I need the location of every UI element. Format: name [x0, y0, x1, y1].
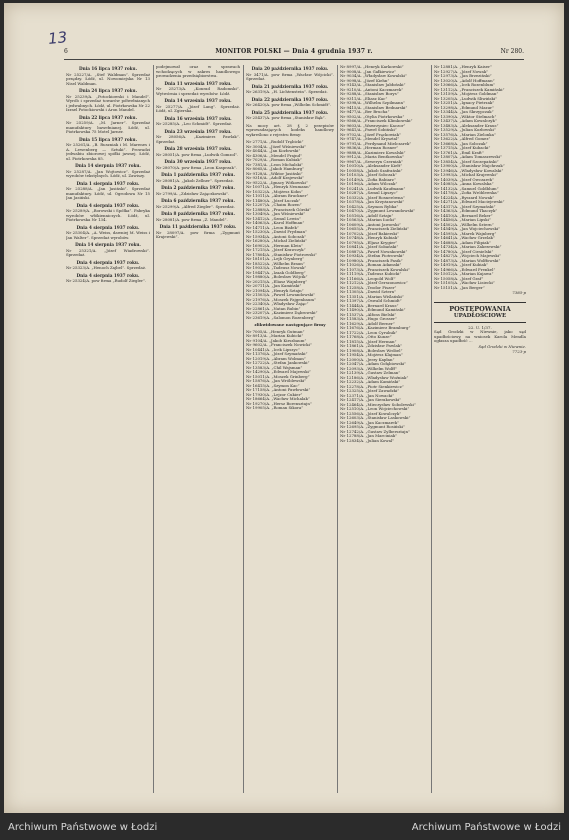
register-entry: Nr 28051/A. pow firma „Ludwik Gomzol”.	[156, 151, 239, 157]
list-item: Nr 12834/A. „Julian Kowal”	[340, 438, 395, 443]
list-item: Nr 23619/A. „Salomon Rozenberg”	[246, 315, 316, 320]
list-item: Nr 14063/A. „Karol Hoffman”	[246, 221, 305, 225]
page-header	[64, 47, 524, 60]
list-item: Nr 10980/A. „Franciszek Pasik”	[340, 258, 403, 263]
register-entry: Nr 25227/A. „Stef Waldman”. Sprzedaż przędzy. Łódź, ul. Nowomiejska Nr 13 Nisel Waldman.	[66, 71, 150, 86]
list-item: Nr 9791/A. „Ferdynand Mielczarek”	[340, 141, 412, 146]
list-item: Nr 9967/A. „Seweryn Czerniak”	[340, 159, 404, 164]
list-item: Nr 9288/A. „Stanisław Borys”	[340, 92, 399, 96]
list-item: Nr 12927/A. „Józef Nowak”	[434, 69, 489, 74]
register-entry: Nr 26319/A. „H. Lichtenstein”. Sprzedaż.	[246, 89, 328, 94]
list-item: Nr 10425/A. „Szymon Rybka”	[340, 204, 399, 209]
list-item: Nr 13622/A. „Alfred Gomez”	[434, 137, 491, 141]
list-item: Nr 13205/A. „Ludwik Śliwiński”	[434, 96, 498, 101]
deleted-firms-list	[246, 140, 334, 320]
list-item: Nr 18664/A. „Wacław Michalak”	[246, 397, 310, 401]
list-item: Nr 14271/A. „Edward Maciejewski”	[434, 200, 505, 204]
register-entry: Nr 25285/A. „Leo Schmidt”. Sprzedaż.	[156, 121, 233, 126]
register-entry: Nr 25261/A. „B. Ruszniak i M. Marenes i A. Lewenberg — Sztuki”. Prowadzi jedwabiu zbiorowej spółki jawnej. Łódź, ul. Piotrkowska 85.	[66, 142, 150, 161]
list-item: Nr 10609/A. „Antoni Jaworski”	[340, 222, 401, 227]
list-item: Nr 19905/A. „Roman Sikora”	[246, 406, 304, 410]
list-item: Nr 11444/A. „Bernard Kraus”	[340, 303, 399, 308]
list-item: Nr 14363/A. „Edmund Tkaczyk”	[434, 209, 498, 213]
notice-reference: 7385-p	[512, 290, 526, 295]
section-heading: UPADŁOŚCIOWE	[453, 313, 507, 319]
register-entry: Nr 25277/A. „Józef Lang”. Sprzedaż. Łódź, ul. Zgierska.	[156, 103, 240, 113]
list-item: Nr 11397/A. „Oswald Schmidt”	[340, 299, 402, 303]
register-entry: Nr 28070/A. pow firma „Leon Kasprzak”.	[156, 164, 238, 170]
list-item: Nr 9702/A. „Józef Frąckowiak”	[340, 132, 401, 137]
list-item: Nr 12788/A. „Jan Marciniak”	[340, 434, 398, 438]
register-entry: Nr 26420/A. pow firma „Wilhelm Schmidt”.	[246, 102, 332, 107]
entry-date: Dnia 20 października 1937 roku.	[251, 66, 329, 71]
list-item: Nr 9603/A. „Wawrzyniec Kaczor”	[340, 123, 406, 128]
list-item: Nr 10378/A. „Jan Krzyżanowski”	[340, 200, 405, 204]
list-item: Nr 11351/A. „Marian Wiślański”	[340, 294, 404, 299]
list-item: Nr 13668/A. „Jan Sobczak”	[434, 141, 488, 146]
list-item: Nr 10702/A. „Józef Bakierski”	[340, 231, 399, 236]
list-item: Nr 18522/A. „Wilhelm Braun”	[246, 261, 305, 266]
register-entry: Nr 3471/A. pow firma „Wacław Wójcicki”. Sprzedaż.	[246, 71, 334, 81]
section-heading: POSTĘPOWANIA	[449, 304, 511, 313]
list-item: Nr 13900/A. „Stanisław Majchrzak”	[434, 164, 505, 168]
list-item: Nr 13159/A. „Mojżesz Goldman”	[434, 92, 499, 96]
list-item: Nr 12232/A. „Adam Kamiński”	[340, 380, 401, 384]
list-item: Nr 14595/A. „Marek Wajnberg”	[434, 231, 497, 236]
list-item: Nr 9477/A. „Ber Brucha”	[340, 110, 390, 114]
list-item: Nr 12603/A. „Stanisław Laskowski”	[340, 416, 411, 420]
list-item: Nr 20215/A. „Eliasz Wajnberg”	[246, 279, 308, 284]
list-item: Nr 11861/A. „Zdzisław Pawlak”	[340, 344, 403, 348]
list-item: Nr 12278/A. „Piotr Sienkiewicz”	[340, 384, 404, 389]
list-item: Nr 13112/A. „Franciszek Kamiński”	[434, 87, 505, 92]
list-item: Nr 13437/A. „Adam Kowalczyk”	[434, 119, 497, 123]
list-item: Nr 10934/A. „Stefan Piotrowski”	[340, 254, 405, 258]
list-item: Nr 10332/A. „Józef Rosnerówna”	[340, 195, 405, 200]
page-number: 6	[64, 48, 68, 55]
list-item: Nr 9522/A. „Ignacy Witkowski”	[246, 180, 308, 185]
list-item: Nr 14224/A. „Ryszard Nowak”	[434, 195, 495, 200]
list-item: Nr 9128/A. „Wiktor Jasiński”	[246, 171, 303, 176]
list-item: Nr 11908/A. „Bolesław Wróbel”	[340, 348, 403, 353]
list-item: Nr 13066/A. „Icek Rozenblum”	[434, 83, 496, 87]
list-item: Nr 11166/A. „Leopold Wolf”	[340, 276, 396, 281]
column-5	[434, 65, 526, 793]
list-item: Nr 12695/A. „Zygmunt Rosiński”	[340, 425, 405, 429]
list-item: Nr 10322/A. „Mojżesz Kohn”	[246, 189, 303, 194]
list-item: Nr 13529/A. „Julian Kozłowski”	[434, 128, 496, 132]
list-item: Nr 12093/A. „Wilhelm Wolff”	[340, 366, 398, 371]
list-item: Nr 19270/A. „Hersz Borensztajn”	[246, 401, 312, 406]
entry-date: Dnia 23 września 1937 roku.	[164, 128, 232, 134]
list-item: Nr 13583/A. „Chil Wajsman”	[246, 365, 303, 370]
list-item: Nr 13576/A. „Marian Zielonka”	[434, 132, 496, 137]
list-item: Nr 11258/A. „Teodor Fiszer”	[340, 285, 397, 290]
entry-date: Dnia 15 lipca 1937 roku.	[78, 136, 138, 142]
list-item: Nr 14317/A. „Józef Szymański”	[434, 204, 496, 209]
list-item: Nr 11480/A. „Józef Łuczak”	[246, 198, 301, 203]
list-item: Nr 10841/A. „Józef Sobański”	[340, 245, 399, 249]
entry-date: Dnia 25 października 1937 roku.	[251, 109, 329, 115]
list-item: Nr 12186/A. „Władysław Woźniak”	[340, 375, 409, 380]
list-item: Nr 12000/A. „Jerzy Kapłan”	[340, 357, 395, 362]
register-entry: podejmował oraz w sprawach wchodzących w zakres handlowego prowadzenia przedsiębiorstwa.	[156, 65, 240, 78]
entry-date: Dnia 22 października 1937 roku.	[251, 96, 329, 102]
list-item: Nr 11954/A. „Mojżesz Klajman”	[340, 353, 403, 357]
register-entry: Nr 28056/A. „Kazimierz Pawlak”. Sprzedaż.	[156, 134, 240, 144]
list-item: Nr 14734/A. „Marian Zakrzewski”	[434, 245, 502, 249]
register-entry: Nr 25289/A. „Borowski i Spółka”. Fabryka wyrobów włókienniczych. Łódź, ul. Piotrkowska Nr 134.	[66, 208, 150, 222]
entry-date: Dnia 4 sierpnia 1937 roku.	[76, 224, 140, 230]
list-item: Nr 13298/A. „Edmund Mazur”	[434, 105, 494, 110]
entry-date: Dnia 14 sierpnia 1937 roku.	[75, 163, 141, 168]
list-item: Nr 9008/A. „Jan Gałkiewicz”	[340, 69, 397, 74]
list-item: Nr 14549/A. „Jan Wojciechowski”	[434, 227, 501, 231]
list-item: Nr 9641/A. „Paweł Sobiński”	[340, 128, 397, 132]
list-item: Nr 9143/A. „Stanisław Jabłoński”	[340, 83, 406, 87]
list-item: Nr 4306/A. „Mendel Frajnd”	[246, 153, 303, 158]
bankruptcy-notice: Sąd Grodzki w Niewnie, jako sąd upadłościowy, na wniosek Karola Mendla ogłasza upadłość ...	[434, 329, 526, 343]
entry-date: Dnia 30 września 1937 roku.	[164, 159, 232, 164]
entry-date: Dnia 21 października 1937 roku.	[251, 83, 329, 89]
section-subheading: zlikwidowane następujące firmy	[254, 322, 326, 327]
register-entry: Nr 25273/A. „Konrad Radomski”. Wytwórnia i sprzedaż wyrobów. Łódź.	[156, 86, 240, 96]
list-item: Nr 17215/A. „Józef Krawczyk”	[246, 248, 306, 252]
list-item: Nr 10071/A. „Henryk Neumann”	[246, 185, 311, 189]
list-item: Nr 14966/A. „Edward Frenkel”	[434, 267, 496, 272]
list-item: Nr 10010/A. „Aleksander Kiełt”	[340, 164, 403, 168]
list-item: Nr 14085/A. „Anna Kowalska”	[434, 182, 494, 186]
column-4	[340, 65, 428, 793]
entry-date: Dnia 8 października 1937 roku.	[161, 211, 235, 216]
list-item: Nr 16415/A. „Szymon Kac”	[246, 383, 300, 388]
list-item: Nr 10748/A. „Henryk Kubiak”	[340, 236, 400, 240]
list-item: Nr 3004/A. „Józef Wiśniewski”	[246, 144, 307, 149]
entry-date: Dnia 2 października 1937 roku.	[161, 185, 235, 190]
column-divider	[153, 65, 154, 793]
list-item: Nr 12139/A. „Gustaw Zelman”	[340, 371, 401, 375]
section-heading-box	[434, 302, 526, 323]
register-entry: Nr 25288/A. „Jan Jasiński”. Sprzedaż manufaktury. Łódź, ul. Ogrodowa Nr 15 Jan Jasiński.	[66, 186, 150, 200]
list-item: Nr 12888/A. „Franciszek Górski”	[246, 207, 312, 212]
list-item: Nr 10149/A. „Zofia Babiarz”	[340, 177, 396, 182]
entry-date: Dnia 1 sierpnia 1937 roku.	[76, 180, 140, 186]
list-item: Nr 10655/A. „Franciszek Zieliński”	[340, 227, 410, 231]
list-item: Nr 21094/A. „Henryk Sztajn”	[246, 288, 304, 293]
list-item: Nr 12881/A. „Henryk Kaiser”	[434, 65, 492, 69]
archive-label-left: Archiwum Państwowe w Łodzi	[8, 822, 158, 833]
archive-label-right: Archiwum Państwowe w Łodzi	[411, 822, 561, 833]
entry-date: Dnia 11 października 1937 roku.	[159, 224, 237, 229]
deleted-firms-list	[434, 65, 526, 290]
list-item: Nr 12973/A. „Jan Brzeziński”	[434, 74, 492, 78]
list-item: Nr 11629/A. „Adolf Berner”	[340, 321, 395, 326]
column-divider	[243, 65, 244, 793]
column-divider	[431, 65, 432, 793]
list-item: Nr 13946/A. „Władysław Kowalski”	[434, 168, 504, 173]
entry-date: Dnia 6 października 1937 roku.	[161, 198, 235, 203]
list-item: Nr 17804/A. „Stanisław Piotrowski”	[246, 252, 317, 257]
list-item: Nr 9566/A. „Franciszek Klimkowski”	[340, 119, 413, 123]
list-item: Nr 15934/A. „Antoni Sobczak”	[246, 234, 307, 239]
list-item: Nr 20711/A. „Jan Kamiński”	[246, 284, 302, 288]
list-item: Nr 13251/A. „Ignacy Pietrzak”	[434, 101, 495, 105]
entry-date: Dnia 11 września 1937 roku.	[164, 80, 232, 86]
list-item: Nr 9098/A. „Józef Kiehn”	[340, 78, 390, 83]
newspaper-page	[4, 3, 564, 813]
list-item: Nr 11537/A. „Alfons Bielski”	[340, 312, 397, 317]
list-item: Nr 11676/A. „Kazimierz Bramburg”	[340, 326, 411, 330]
list-item: Nr 8997/A. „Henryk Karkowski”	[340, 65, 404, 69]
list-item: Nr 10470/A. „Zygmunt Lewandowski”	[340, 209, 416, 213]
list-item: Nr 9415/A. „Stanisław Bednarski”	[340, 105, 408, 110]
list-item: Nr 15230/A. „Dawid Frydman”	[246, 230, 307, 234]
list-item: Nr 12325/A. „Józef Zawadzki”	[340, 389, 400, 393]
list-item: Nr 11073/A. „Franciszek Kowalski”	[340, 267, 410, 272]
list-item: Nr 11583/A. „Hugo Grosser”	[340, 317, 397, 321]
list-item: Nr 15151/A. „Jan Berger”	[434, 285, 485, 290]
list-item: Nr 17930/A. „Lejzor Cukier”	[246, 392, 303, 397]
register-entry: Nr 2799/A. „Zdzisław Zajączkowski”.	[156, 190, 230, 196]
list-item: Nr 13807/A. „Adam Tomaszewski”	[434, 155, 502, 159]
entry-date: Dnia 1 października 1937 roku.	[161, 172, 235, 177]
register-entry: Nr 25287/A. „Jan Wojtowicz”. Sprzedaż wyrobów tekstylnych. Łódź, ul. Zawiszy.	[66, 168, 150, 178]
list-item: Nr 17158/A. „Antoni Pawłowski”	[246, 388, 311, 392]
list-item: Nr 13761/A. „Emil Kraft”	[434, 150, 484, 155]
list-item: Nr 14456/A. „Marian Lipski”	[434, 218, 491, 222]
entry-date: Dnia 14 sierpnia 1937 roku.	[75, 242, 141, 247]
list-item: Nr 9747/A. „Mendel Krysztal”	[340, 137, 400, 141]
list-item: Nr 9912/A. „Maria Bentkowska”	[340, 155, 404, 159]
list-item: Nr 14641/A. „Wacław Grzelak”	[434, 236, 495, 240]
list-item: Nr 14132/A. „Samuel Goldblum”	[434, 186, 499, 191]
list-item: Nr 12047/A. „Adam Gołębiowski”	[340, 362, 407, 366]
list-item: Nr 14039/A. „Józef Owczarek”	[434, 177, 494, 182]
entry-date: Dnia 4 sierpnia 1937 roku.	[76, 259, 140, 265]
list-item: Nr 9502/A. „Otylia Piotrkowska”	[340, 114, 405, 119]
list-item: Nr 7381/A. „Leon Michalski”	[246, 162, 304, 167]
list-item: Nr 12371/A. „Jan Nowacki”	[340, 393, 395, 398]
list-item: Nr 11768/A. „Otto Kunze”	[340, 335, 392, 339]
list-item: Nr 14688/A. „Adam Filipiak”	[434, 240, 491, 245]
page-title: MONITOR POLSKI — Dnia 4 grudnia 1937 r.	[215, 48, 373, 55]
list-item: Nr 12722/A. „Stefan Jankowski”	[246, 361, 310, 365]
list-item: Nr 13390/A. „Wiktor Stelmach”	[434, 114, 497, 119]
list-item: Nr 7029/A. „Roman Kubiak”	[246, 158, 302, 162]
list-item: Nr 14502/A. „Wilhelm Sztern”	[434, 222, 494, 227]
register-entry: Nr 25324/A. pow firma „Rudolf Ziegler”.	[66, 278, 147, 283]
list-item: Nr 12207/A. „Chaim Rozen”	[246, 203, 302, 207]
list-item: Nr 14780/A. „Józef Ciesielski”	[434, 249, 494, 254]
register-entry: Nr 28081/A. pow firma „Z. Mandel”.	[156, 216, 228, 222]
register-entry: Nr 25239/A. „Potockiowski i Mandel”. Wyrób i sprzedaż towarów półwełnianych i jedwabnych. Łódź, ul. Piotrkowska Nr 22 Izrael Potockiowski i Aron Mandel.	[66, 93, 150, 112]
list-item: Nr 10241/A. „Ludwik Kaufmann”	[340, 186, 406, 191]
deletion-intro: Na mocy art. 28 § 2 przepisów wprowadzających kodeks handlowy wykreślono z rejestru firmy:	[246, 122, 334, 137]
register-entry: Nr 25323/A. „Henoch Zajbel”. Sprzedaż.	[66, 265, 147, 270]
list-item: Nr 12510/A. „Leon Wojciechowski”	[340, 407, 410, 411]
list-item: Nr 21976/A. „Moszek Fajgenbaum”	[246, 297, 317, 302]
list-item: Nr 11011/A. „Abram Bruckner”	[246, 194, 309, 198]
list-item: Nr 15012/A. „Marian Kujawa”	[434, 272, 494, 276]
list-item: Nr 10795/A. „Eljasz Krygier”	[340, 240, 398, 245]
register-entry: Nr 25299/A. „Alfred Ziegler”. Sprzedaż.	[156, 203, 235, 209]
register-entry: Nr 28081/A. „Jakob Zellner”. Sprzedaż.	[156, 177, 234, 183]
list-item: Nr 13344/A. „Jan Skrzypczak”	[434, 110, 494, 114]
list-item: Nr 9034/A. „Władysław Kowalski”	[340, 74, 407, 78]
list-item: Nr 14919/A. „Józef Kubiak”	[434, 263, 489, 267]
list-item: Nr 9398/A. „Wilhelm Szpilmann”	[340, 101, 405, 105]
list-item: Nr 18101/A. „Lejb Grynberg”	[246, 257, 305, 261]
list-item: Nr 13993/A. „Michał Krajewski”	[434, 173, 498, 177]
list-item: Nr 9210/A. „Antoni Kaczmarek”	[340, 87, 404, 92]
column-divider	[337, 65, 338, 793]
list-item: Nr 11722/A. „Leon Cyrulnik”	[340, 330, 398, 335]
case-number: 22. U. 1/37.	[468, 324, 492, 330]
list-item: Nr 19447/A. „Izaak Goldberg”	[246, 270, 306, 275]
column-3	[246, 65, 334, 793]
list-item: Nr 10441/A. „Icek Lipszyc”	[246, 347, 300, 352]
list-item: Nr 12742/A. „Gustaw Zylbersztajn”	[340, 429, 410, 434]
list-item: Nr 19880/A. „Bolesław Wójcik”	[246, 275, 308, 279]
entry-date: Dnia 16 lipca 1937 roku.	[78, 66, 138, 71]
list-item: Nr 21503/A. „Paweł Lewandowski”	[246, 293, 316, 297]
columns	[66, 65, 526, 793]
entry-date: Dnia 28 września 1937 roku.	[164, 146, 232, 151]
list-item: Nr 14827/A. „Wojciech Majewski”	[434, 254, 502, 258]
list-item: Nr 8065/A. „Jakob Hamburg”	[246, 167, 305, 171]
list-item: Nr 16280/A. „Michał Zieliński”	[246, 239, 308, 243]
list-item: Nr 13854/A. „Józef Szczepański”	[434, 159, 499, 164]
entry-date: Dnia 4 sierpnia 1937 roku.	[76, 202, 140, 208]
list-item: Nr 11119/A. „Tadeusz Kubicki”	[340, 272, 402, 276]
list-item: Nr 12417/A. „Jan Sierakowski”	[340, 398, 402, 402]
list-item: Nr 11212/A. „Józef Gerszonowicz”	[340, 281, 408, 285]
entry-date: Dnia 22 lipca 1937 roku.	[78, 114, 138, 120]
list-item: Nr 12464/A. „Mieczysław Sobolewski”	[340, 402, 416, 407]
list-item: Nr 10196/A. „Adam Wilczak”	[340, 182, 398, 186]
list-item: Nr 9836/A. „Herman Rosner”	[340, 146, 399, 150]
list-item: Nr 16902/A. „Herman Klein”	[246, 243, 303, 248]
list-item: Nr 13412/A. „Szmul Lewin”	[246, 216, 301, 221]
list-item: Nr 10287/A. „Szmul Lipszyc”	[340, 191, 398, 195]
list-item: Nr 23207/A. „Kazimierz Dąbrowski”	[246, 311, 318, 315]
list-item: Nr 7005/A. „Henryk Gutman”	[246, 329, 305, 334]
list-item: Nr 9602/A. „Franciszek Nowicki”	[246, 343, 312, 347]
list-item: Nr 15105/A. „Wacław Lisiecki”	[434, 281, 495, 285]
register-entry: Nr 28097/A. pow firma „Zygmunt Krajewski”.	[156, 229, 240, 239]
handwritten-mark: 13	[47, 28, 68, 48]
list-item: Nr 13483/A. „Aleksander Kraus”	[434, 123, 499, 128]
list-item: Nr 13715/A. „Józef Kubacki”	[434, 146, 491, 150]
list-item: Nr 2771/A. „Rudolf Trębicki”	[246, 140, 304, 144]
list-item: Nr 9311/A. „Eliasz Kac”	[340, 96, 388, 101]
column-1	[66, 65, 150, 793]
deleted-firms-list	[340, 65, 428, 443]
list-item: Nr 14178/A. „Zofia Wróblewska”	[434, 191, 499, 195]
list-item: Nr 10887/A. „Paweł Nowakowski”	[340, 249, 408, 254]
register-entry: Nr 25304/A. „A. Weiss, dawniej M. Weiss i Jan Walter”. Sprzedaż wyrobów.	[66, 230, 150, 240]
list-item: Nr 19033/A. „Tadeusz Nowak”	[246, 266, 307, 270]
entry-date: Dnia 16 września 1937 roku.	[164, 115, 232, 121]
list-item: Nr 11305/A. „Dawid Sztern”	[340, 290, 397, 294]
list-item: Nr 9316/A. „Adolf Krajewski”	[246, 176, 305, 180]
list-item: Nr 15058/A. „Józef Graf”	[434, 276, 484, 281]
column-2	[156, 65, 240, 793]
list-item: Nr 9104/A. „Jakob Kirszbaum”	[246, 338, 307, 343]
list-item: Nr 14873/A. „Marian Wolffowski”	[434, 258, 501, 263]
list-item: Nr 11026/A. „Roman Adamski”	[340, 263, 402, 267]
list-item: Nr 15876/A. „Jan Wróblewski”	[246, 379, 307, 383]
list-item: Nr 10563/A. „Marian Łucki”	[340, 218, 396, 222]
list-item: Nr 4044/A. „Jan Kozłowski”	[246, 149, 301, 153]
list-item: Nr 12019/A. „Abram Wolman”	[246, 356, 306, 361]
list-item: Nr 10516/A. „Adolf Sztajn”	[340, 213, 394, 218]
list-item: Nr 14410/A. „Bernard Beker”	[434, 213, 493, 218]
list-item: Nr 14290/A. „Edward Majewski”	[246, 370, 311, 374]
list-item: Nr 9888/A. „Kazimierz Kowalski”	[340, 150, 406, 155]
issue-number: Nr 280.	[500, 48, 524, 55]
list-item: Nr 22861/A. „Natan Rubin”	[246, 306, 301, 311]
list-item: Nr 11815/A. „Józef Herman”	[340, 339, 397, 344]
list-item: Nr 12556/A. „Józef Kowalczyk”	[340, 411, 402, 416]
list-item: Nr 8913/A. „Marian Kubicki”	[246, 334, 304, 338]
list-item: Nr 10103/A. „Józef Sobczak”	[340, 173, 397, 177]
list-item: Nr 13020/A. „Adolf Hoffmann”	[434, 78, 495, 83]
register-entry: Nr 25259/A. „M. Jarner”. Sprzedaż manufaktury bawełnianej. Łódź, ul. Piotrkowska 75 Motel Jarner.	[66, 120, 150, 134]
list-item: Nr 11490/A. „Edmund Kamiński”	[340, 308, 406, 312]
register-entry: Nr 25437/A. pow firma „Stanisław Bąk”.	[246, 115, 326, 120]
list-item: Nr 13049/A. „Jan Wiśniewski”	[246, 212, 306, 216]
liquidated-firms-list	[246, 330, 334, 411]
entry-date: Dnia 24 lipca 1937 roku.	[78, 88, 138, 93]
register-entry: Nr 25321/A. „Józef Wiadrowski”. Sprzedaż.	[66, 247, 150, 257]
list-item: Nr 14711/A. „Leon Białek”	[246, 225, 299, 230]
entry-date: Dnia 14 września 1937 roku.	[164, 98, 232, 103]
entry-date: Dnia 4 sierpnia 1937 roku.	[76, 272, 140, 278]
list-item: Nr 11376/A. „Józef Szymański”	[246, 352, 308, 356]
list-item: Nr 22340/A. „Władysław Zając”	[246, 302, 309, 306]
notice-reference: 7723-p	[512, 349, 526, 354]
list-item: Nr 15011/A. „Moszek Grinberg”	[246, 374, 310, 379]
archive-footer	[0, 815, 569, 840]
court-signature: Sąd Grodzki w Niewnie.	[478, 343, 526, 349]
list-item: Nr 12649/A. „Jan Kaczmarek”	[340, 420, 400, 425]
list-item: Nr 10058/A. „Jakob Szafrański”	[340, 168, 403, 173]
